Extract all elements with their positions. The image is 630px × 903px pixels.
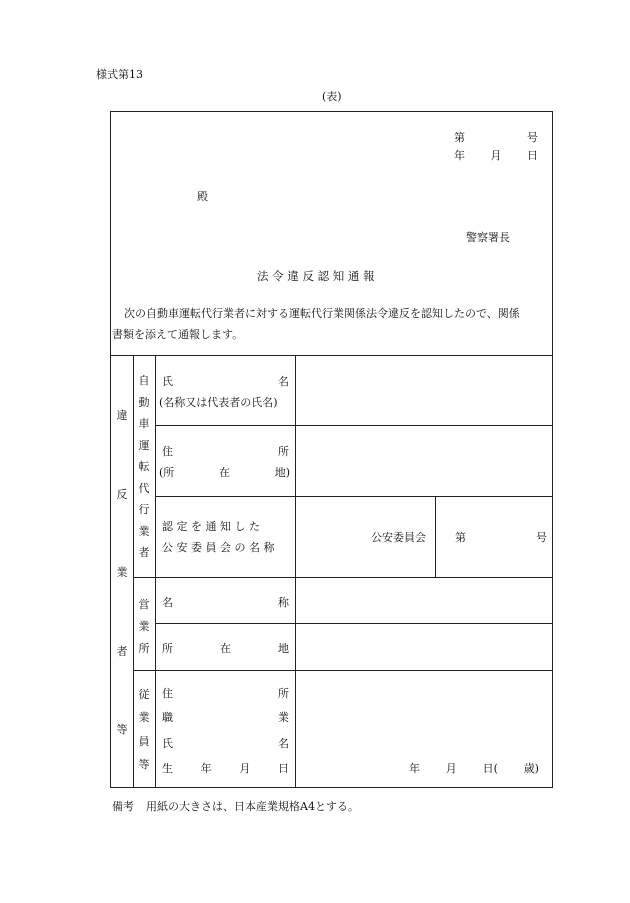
address-input[interactable] <box>296 426 552 496</box>
commission-value: 公安委員会 <box>371 531 426 544</box>
birthdate-value: 年 月 日( 歳) <box>409 762 539 775</box>
commission-label-line2: 公 安 委 員 会 の 名 称 <box>162 541 275 554</box>
office-name-input[interactable] <box>296 578 552 623</box>
employee-birthdate-label: 生 年 月 日 <box>162 762 289 775</box>
notice-title: 法 令 違 反 認 知 通 報 <box>257 269 375 283</box>
employee-info-input[interactable] <box>296 671 552 755</box>
notice-body-line2: 書類を添えて通報します。 <box>112 328 244 341</box>
employee-address-label: 住 所 <box>162 687 289 700</box>
employee-name-label: 氏 名 <box>162 737 289 750</box>
addressee: 殿 <box>197 190 208 203</box>
frame-bottom <box>110 787 553 788</box>
address-field-sublabel: (所 在 地) <box>159 466 290 479</box>
sender: 警察署長 <box>466 231 510 244</box>
col-divider-1 <box>133 355 134 787</box>
remarks <box>112 798 359 814</box>
commission-label-line1: 認 定 を 通 知 し た <box>162 520 260 533</box>
frame-right <box>552 111 553 788</box>
col-divider-4 <box>435 497 436 578</box>
violator-label: 違 反 業 者 等 <box>116 409 128 736</box>
side-label: (表) <box>322 90 342 103</box>
office-location-label: 所 在 地 <box>162 642 289 655</box>
office-location-input[interactable] <box>296 624 552 670</box>
row-divider-2 <box>155 496 553 497</box>
office-label: 営 業 所 <box>138 598 150 655</box>
operator-label: 自 動 車 運 転 代 行 業 者 <box>138 374 150 559</box>
remarks-label: 備考 <box>112 800 134 813</box>
col-divider-2 <box>155 355 156 787</box>
name-field-sublabel: (名称又は代表者の氏名) <box>159 396 278 409</box>
commission-number: 第 号 <box>455 531 547 544</box>
employee-occupation-label: 職 業 <box>162 711 289 724</box>
name-field-label: 氏 名 <box>162 375 289 388</box>
frame-top <box>110 111 553 112</box>
frame-left <box>110 111 111 788</box>
office-name-label: 名 称 <box>162 596 289 609</box>
employee-label: 従 業 員 等 <box>138 688 150 771</box>
name-input[interactable] <box>296 356 552 425</box>
document-date: 年 月 日 <box>454 149 538 162</box>
document-number: 第 号 <box>454 131 538 144</box>
notice-body-line1: 次の自動車運転代行業者に対する運転代行業関係法令違反を認知したので、関係 <box>124 307 520 320</box>
form-number: 様式第13 <box>96 68 143 81</box>
address-field-label: 住 所 <box>162 445 289 458</box>
remarks-text: 用紙の大きさは、日本産業規格A4とする。 <box>146 800 359 813</box>
